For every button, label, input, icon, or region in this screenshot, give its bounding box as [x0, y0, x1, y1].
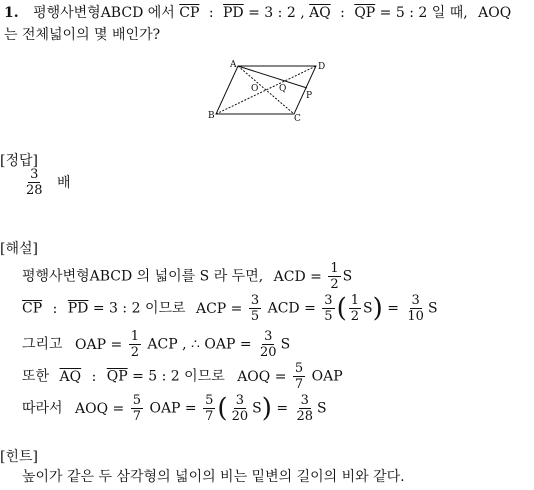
segment-aq: $\overline{AQ}$ [309, 5, 331, 21]
label-q: Q [279, 84, 287, 94]
label-p: P [306, 91, 313, 101]
ratio-aq-qp: = 5 : 2 일 때, [379, 5, 468, 21]
ratio-cp-pd: = 3 : 2 , [248, 5, 305, 21]
label-d: D [318, 62, 326, 72]
solution-line-1: 평행사변형ABCD 의 넓이를 S 라 두면, ACD = $\frac{1}{2}$ S [22, 261, 353, 292]
solution-line-4: 또한 $\overline{AQ}$ : $\overline{QP} = 5$ : 2 이므로 AOQ = $\frac{5}{7}$ OAP [22, 361, 343, 392]
segment-qp: $\overline{QP}$ [354, 5, 376, 21]
problem-text-start: 평행사변형ABCD 에서 [33, 5, 175, 21]
answer-value [22, 168, 71, 197]
problem-number: 1. [4, 5, 19, 21]
solution-line-3: 그리고 OAP = $\frac{1}{2}$ ACP , ∴ OAP = $\frac{3}{20}$ S [22, 329, 291, 360]
problem-line-2: 는 전체넓이의 몇 배인가? [4, 27, 161, 43]
triangle-aoq-label: AOQ [478, 5, 512, 21]
label-b: B [208, 111, 215, 121]
answer-header: [정답] [0, 153, 38, 169]
solution-line-2: $\overline{CP}$ : $\overline{PD} = 3$ : 2 이므로 ACP = $\frac{3}{5}$ ACD = $\frac{3}{5}$ ( $\frac{1}{2}$ S) = $\frac{3}{10}$ S [22, 293, 438, 324]
answer-unit: 배 [57, 174, 71, 191]
parallelogram-figure [200, 58, 326, 124]
hint-header: [힌트] [0, 449, 38, 465]
solution-line-5: 따라서 AOQ = $\frac{5}{7}$ OAP = $\frac{5}{7}$ ( $\frac{3}{20}$ S) = $\frac{3}{28}$ S [22, 393, 327, 424]
segment-pd: $\overline{PD}$ [223, 5, 244, 21]
label-o: O [251, 84, 259, 94]
answer-fraction: $\frac{3}{28}$ [26, 167, 43, 198]
segment-cp: $\overline{CP}$ [179, 5, 200, 21]
hint-text: 높이가 같은 두 삼각형의 넓이의 비는 밑변의 길이의 비와 같다. [22, 469, 405, 485]
label-c: C [294, 114, 301, 124]
segment-ap [238, 66, 307, 88]
problem-line-1: 1. 평행사변형ABCD 에서 $\overline{CP}$ : $\overline{PD} = 3$ : 2 , $\overline{AQ}$ : $\overline{QP} = 5$ : 2 일 때, AOQ [4, 5, 512, 21]
label-a: A [230, 60, 237, 70]
solution-header: [해설] [0, 241, 38, 257]
